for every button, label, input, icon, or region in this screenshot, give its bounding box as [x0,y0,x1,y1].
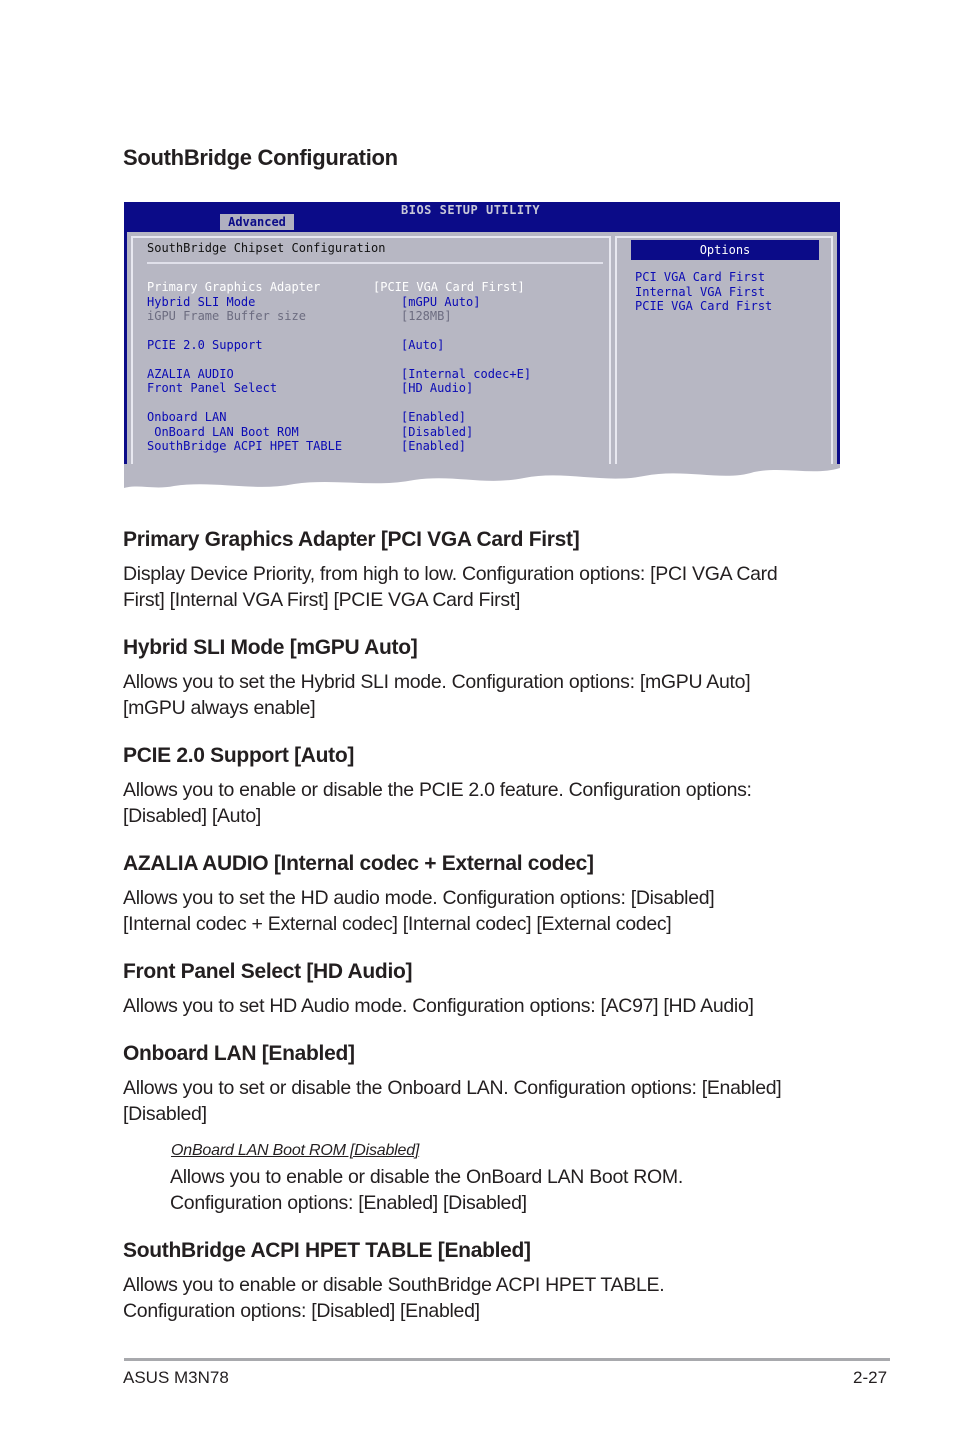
bios-item-value[interactable]: [Enabled] [401,439,467,453]
section-text: [Internal codec + External codec] [Internal codec] [External codec] [123,913,672,935]
bios-item-value[interactable]: [Enabled] [401,410,467,424]
section-heading: Onboard LAN [Enabled] [123,1042,355,1065]
subsection-text: Configuration options: [Enabled] [Disabled] [170,1192,527,1214]
bios-option[interactable]: PCI VGA Card First [635,270,766,284]
section-text: [mGPU always enable] [123,697,316,719]
bios-item-value[interactable]: [mGPU Auto] [401,295,481,309]
section-text: [Disabled] [123,1103,207,1125]
bios-separator [147,262,603,264]
section-heading: PCIE 2.0 Support [Auto] [123,744,355,767]
footer-product: ASUS M3N78 [123,1368,229,1387]
section-text: Allows you to set the HD audio mode. Configuration options: [Disabled] [123,887,715,909]
section-heading: AZALIA AUDIO [Internal codec + External codec] [123,852,594,875]
bios-item-value[interactable]: [Internal codec+E] [401,367,532,381]
bios-tab-advanced[interactable]: Advanced [220,214,294,230]
bios-item-label[interactable]: Primary Graphics Adapter [147,280,321,294]
section-text: [Disabled] [Auto] [123,805,261,827]
bios-item-label[interactable]: SouthBridge ACPI HPET TABLE [147,439,343,453]
bios-item-value: [128MB] [401,309,452,323]
bios-item-value[interactable]: [Disabled] [401,425,474,439]
section-heading: Primary Graphics Adapter [PCI VGA Card First] [123,528,580,551]
section-text: First] [Internal VGA First] [PCIE VGA Card First] [123,589,521,611]
bios-item-label[interactable]: OnBoard LAN Boot ROM [147,425,299,439]
footer-page-number: 2-27 [853,1368,888,1387]
footer-divider [124,1358,890,1361]
bios-main-panel [131,236,611,468]
section-text: Configuration options: [Disabled] [Enabled] [123,1300,480,1322]
section-heading: Front Panel Select [HD Audio] [123,960,413,983]
bios-option[interactable]: PCIE VGA Card First [635,299,773,313]
page-title: SouthBridge Configuration [123,145,398,170]
bios-option[interactable]: Internal VGA First [635,285,766,299]
section-heading: Hybrid SLI Mode [mGPU Auto] [123,636,418,659]
bios-item-value[interactable]: [HD Audio] [401,381,474,395]
section-text: Allows you to set HD Audio mode. Configuration options: [AC97] [HD Audio] [123,995,754,1017]
bios-screenshot [124,202,840,498]
section-heading: SouthBridge ACPI HPET TABLE [Enabled] [123,1239,531,1262]
bios-header [124,202,840,232]
subsection-text: Allows you to enable or disable the OnBoard LAN Boot ROM. [170,1166,683,1188]
bios-item-value[interactable]: [Auto] [401,338,445,352]
bios-panel-title: SouthBridge Chipset Configuration [147,241,386,255]
section-text: Display Device Priority, from high to low. Configuration options: [PCI VGA Card [123,563,778,585]
bios-item-value[interactable]: [PCIE VGA Card First] [373,280,525,294]
bios-options-title: Options [631,240,819,260]
subsection-heading: OnBoard LAN Boot ROM [Disabled] [171,1142,420,1159]
bios-item-label: iGPU Frame Buffer size [147,309,306,323]
bios-header-title: BIOS SETUP UTILITY [401,203,541,217]
bios-item-label[interactable]: Hybrid SLI Mode [147,295,256,309]
bios-item-label[interactable]: PCIE 2.0 Support [147,338,263,352]
bios-options-panel [615,236,833,468]
section-text: Allows you to set or disable the Onboard LAN. Configuration options: [Enabled] [123,1077,782,1099]
bios-item-label[interactable]: Onboard LAN [147,410,227,424]
section-text: Allows you to enable or disable the PCIE 2.0 feature. Configuration options: [123,779,752,801]
bios-item-label[interactable]: Front Panel Select [147,381,278,395]
section-text: Allows you to set the Hybrid SLI mode. Configuration options: [mGPU Auto] [123,671,751,693]
bios-body [124,232,840,468]
torn-edge-decoration [124,464,840,498]
bios-item-label[interactable]: AZALIA AUDIO [147,367,234,381]
section-text: Allows you to enable or disable SouthBridge ACPI HPET TABLE. [123,1274,665,1296]
